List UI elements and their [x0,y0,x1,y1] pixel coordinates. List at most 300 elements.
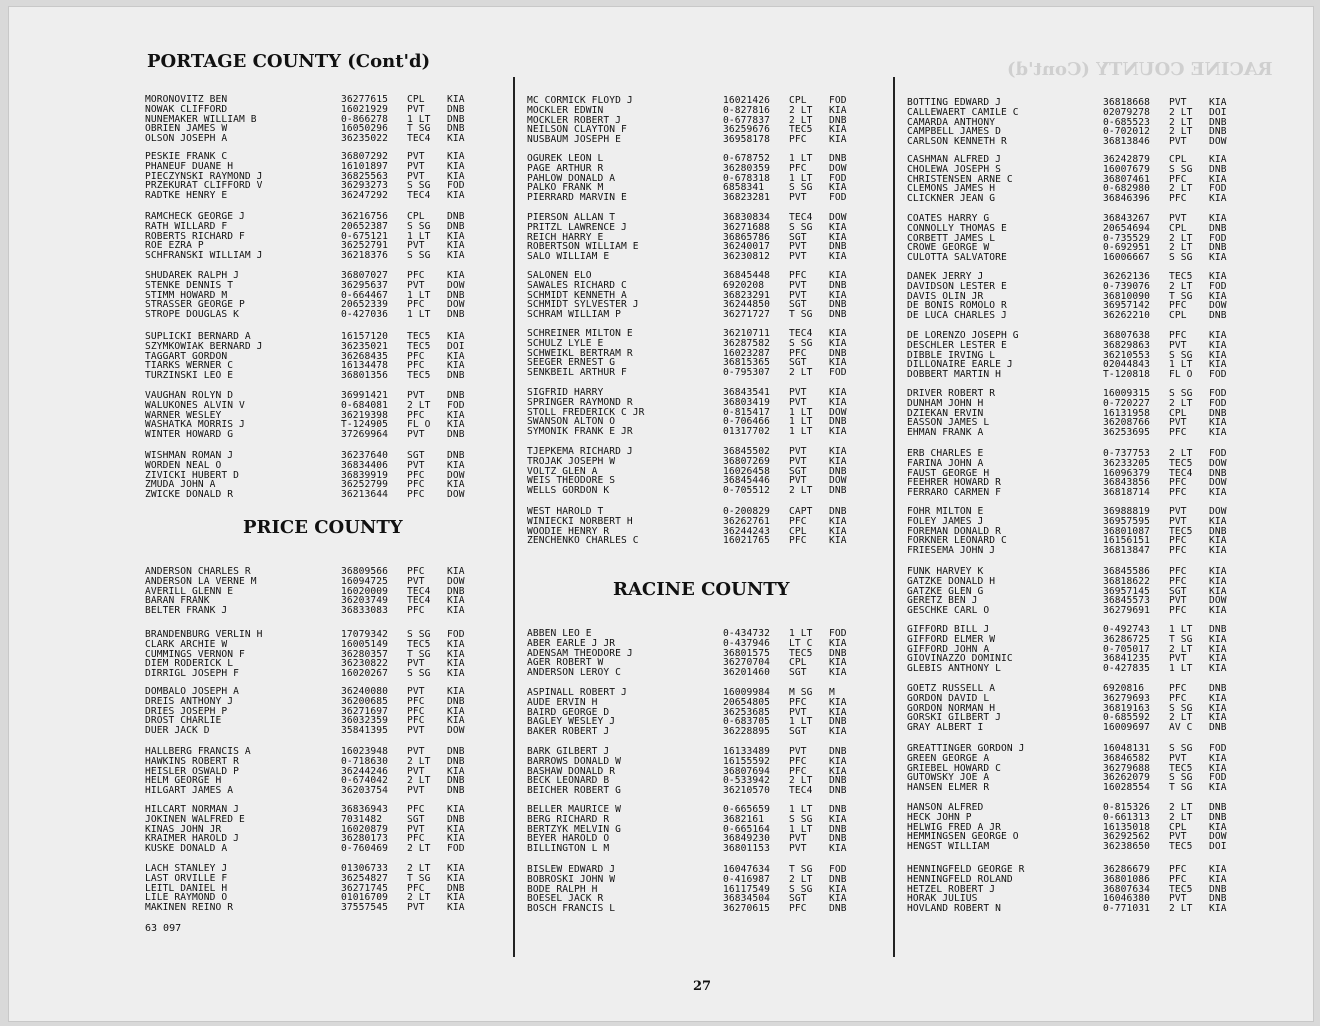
status-code: KIA [829,104,847,116]
status-code: KIA [829,357,847,369]
rank: PFC [407,469,425,481]
casualty-row [527,467,861,477]
rank: S SG [407,668,431,680]
serial-number: 36843856 [1103,477,1151,489]
serial-number: 36845586 [1103,566,1151,577]
casualty-row [145,191,479,201]
rank: TEC5 [1169,271,1193,282]
status-code: DNB [1209,722,1227,734]
serial-number: 36271745 [341,882,389,894]
status-code: KIA [447,250,465,262]
rank: 2 LT [789,873,813,885]
rank: 2 LT [1169,397,1193,409]
serial-number: 36865786 [723,231,771,243]
serial-number: 36830834 [723,212,771,223]
rank: 2 LT [1169,811,1193,823]
rank: PFC [407,804,425,815]
casualty-name: SCHMIDT SYLVESTER J [527,300,639,311]
rank: PVT [789,455,807,467]
serial-number: 0-682980 [1103,183,1151,195]
rank: 1 LT [789,823,813,835]
casualty-row [527,649,861,659]
serial-number: 0-665659 [723,804,771,815]
status-code: KIA [829,182,847,194]
status-code: KIA [829,455,847,467]
serial-number: 0-735529 [1103,232,1151,244]
status-code: KIA [447,240,465,252]
rank: 1 LT [407,289,431,301]
rank: TEC5 [1169,457,1193,469]
rank: TEC5 [789,124,813,136]
status-code: DNB [829,485,847,497]
casualty-row [527,242,861,252]
status-code: KIA [447,765,465,777]
status-code: DOW [829,162,847,174]
serial-number: 36230822 [341,658,389,670]
serial-number: 36807292 [341,151,389,162]
casualty-row [145,480,479,490]
casualty-name: CHRISTENSEN ARNE C [907,174,1013,185]
casualty-name: STIMM HOWARD M [145,290,228,301]
status-code: KIA [829,396,847,408]
casualty-row [907,596,1241,606]
rank: PFC [1169,566,1187,577]
status-code: DNB [447,755,465,767]
status-code: DNB [447,775,465,787]
serial-number: 0-692951 [1103,242,1151,254]
status-code: DOW [1209,136,1227,148]
casualty-name: BASHAW DONALD R [527,766,616,777]
status-code: KIA [1209,213,1227,224]
status-code: KIA [829,843,847,855]
status-code: KIA [1209,702,1227,714]
rank: 1 LT [789,172,813,184]
serial-number: 36270615 [723,903,771,915]
casualty-name: HAWKINS ROBERT R [145,756,240,767]
status-code: KIA [1209,782,1227,794]
casualty-name: CASHMAN ALFRED J [907,155,1002,165]
document-page [8,6,1314,1022]
status-code: KIA [447,94,465,105]
serial-number: 36286679 [1103,864,1151,875]
rank: CPL [1169,154,1187,165]
serial-number: 36801086 [1103,873,1151,885]
serial-number: 16006667 [1103,252,1151,264]
casualty-name: TROJAK JOSEPH W [527,456,616,467]
casualty-row [907,331,1241,341]
status-code: KIA [829,726,847,738]
serial-number: 36801153 [723,843,771,855]
status-code: DNB [829,647,847,659]
serial-number: 02079278 [1103,106,1151,118]
casualty-name: BAIRD GEORGE D [527,707,610,718]
casualty-name: SUPLICKI BERNARD A [145,332,251,342]
casualty-row [145,271,479,281]
rank: SGT [407,450,425,461]
casualty-name: DESCHLER LESTER E [907,340,1007,351]
casualty-name: EASSON JAMES L [907,418,990,429]
status-code: DNB [447,113,465,125]
serial-number: 36201460 [723,667,771,679]
serial-number: 36277615 [341,94,389,105]
casualty-row [907,527,1241,537]
casualty-group [527,747,861,796]
column-divider [513,77,515,957]
serial-number: 0-760469 [341,843,389,855]
serial-number: 36262761 [723,515,771,527]
serial-number: 36253695 [1103,427,1151,439]
serial-number: 36845446 [723,475,771,487]
rank: PVT [789,446,807,457]
casualty-row [145,461,479,471]
rank: CPL [1169,407,1187,419]
serial-number: 36203749 [341,595,389,607]
serial-number: 0-437946 [723,637,771,649]
serial-number: 6920816 [1103,683,1145,694]
rank: LT C [789,637,813,649]
bleed-through-title: RACINE COUNTY (Cont'd) [1007,59,1273,80]
rank: SGT [789,465,807,477]
status-code: M [829,687,835,698]
casualty-group [145,687,479,736]
rank: 1 LT [789,426,813,438]
status-code: KIA [829,637,847,649]
casualty-name: CORBETT JAMES L [907,233,996,244]
casualty-name: WEST HAROLD T [527,507,604,517]
status-code: DOI [1209,106,1227,118]
status-code: DNB [829,465,847,477]
rank: S SG [1169,388,1193,399]
rank: FL O [1169,369,1193,381]
casualty-row [145,95,479,105]
casualty-name: DILLONAIRE EARLE J [907,360,1013,371]
casualty-row [907,428,1241,438]
casualty-row [145,697,479,707]
casualty-name: WISHMAN ROMAN J [145,451,234,461]
status-code: KIA [447,595,465,607]
rank: PVT [1169,752,1187,764]
casualty-name: GATZKE GLEN G [907,586,984,597]
rank: PVT [1169,831,1187,843]
casualty-name: HENNINGFELD GEORGE R [907,865,1025,875]
serial-number: 37269964 [341,429,389,441]
casualty-row [145,757,479,767]
casualty-name: CLARK ARCHIE W [145,639,228,650]
status-code: KIA [447,605,465,617]
serial-number: 36252791 [341,240,389,252]
casualty-group [145,152,479,201]
status-code: KIA [1209,339,1227,351]
casualty-name: HORAK JULIUS [907,894,978,905]
casualty-name: BERTZYK MELVIN G [527,824,622,835]
status-code: KIA [447,360,465,372]
serial-number: 16101897 [341,160,389,172]
casualty-name: HILCART NORMAN J [145,805,240,815]
casualty-name: KRAIMER HAROLD J [145,834,240,845]
serial-number: 16046380 [1103,893,1151,905]
serial-number: 16094725 [341,575,389,587]
serial-number: 37557545 [341,902,389,914]
rank: PVT [407,390,425,401]
serial-number: 16047634 [723,864,771,875]
casualty-row [907,577,1241,587]
casualty-name: GORDON DAVID L [907,693,990,704]
rank: 2 LT [1169,712,1193,724]
casualty-row [145,805,479,815]
serial-number: 20652387 [341,220,389,232]
status-code: DNB [829,716,847,728]
serial-number: 0-827816 [723,104,771,116]
serial-number: 16005149 [341,638,389,650]
serial-number: 36262210 [1103,310,1151,322]
status-code: DNB [447,309,465,321]
serial-number: 16050296 [341,123,389,135]
serial-number: 36254827 [341,872,389,884]
casualty-name: PAGE ARTHUR R [527,163,604,174]
casualty-row [527,183,861,193]
status-code: KIA [447,668,465,680]
casualty-row [527,904,861,914]
casualty-name: ROBERTS RICHARD F [145,231,245,242]
serial-number: 0-683705 [723,716,771,728]
status-code: DOW [447,279,465,291]
status-code: KIA [1209,535,1227,547]
casualty-name: GESCHKE CARL O [907,606,990,616]
casualty-row [145,342,479,352]
status-code: KIA [1209,712,1227,724]
casualty-group [907,389,1241,438]
casualty-name: WASHATKA MORRIS J [145,420,245,431]
status-code: DNB [829,746,847,757]
casualty-row [145,352,479,362]
rank: 2 LT [407,399,431,411]
rank: 2 LT [1169,242,1193,254]
status-code: KIA [1209,359,1227,371]
serial-number: 36240080 [341,686,389,697]
column-divider [893,77,895,957]
casualty-row [145,251,479,261]
rank: PFC [1169,864,1187,875]
rank: PVT [789,843,807,855]
serial-number: 36295637 [341,279,389,291]
rank: TEC5 [407,331,431,342]
rank: PVT [1169,339,1187,351]
casualty-name: BERG RICHARD R [527,814,610,825]
casualty-name: HALLBERG FRANCIS A [145,747,251,757]
casualty-group [527,96,861,145]
status-code: KIA [1209,821,1227,833]
casualty-row [145,893,479,903]
rank: 2 LT [407,843,431,855]
serial-number: 36259676 [723,124,771,136]
rank: TEC4 [407,190,431,202]
status-code: FOD [829,367,847,379]
rank: PFC [407,299,425,311]
rank: PVT [789,289,807,301]
serial-number: 36253685 [723,706,771,718]
casualty-name: MOCKLER ROBERT J [527,115,622,126]
rank: PVT [407,279,425,291]
casualty-name: PHANEUF DUANE H [145,161,234,172]
status-code: DNB [829,309,847,321]
casualty-row [145,687,479,697]
status-code: KIA [1209,271,1227,282]
rank: 2 LT [1169,448,1193,459]
serial-number: 0-427036 [341,309,389,321]
rank: PVT [407,658,425,670]
serial-number: 36213644 [341,489,389,501]
casualty-name: GRAY ALBERT I [907,723,984,733]
casualty-row [145,844,479,854]
casualty-name: BAGLEY WESLEY J [527,717,616,728]
status-code: KIA [829,667,847,679]
rank: PVT [407,575,425,587]
rank: PVT [1169,893,1187,905]
casualty-name: GLEBIS ANTHONY L [907,664,1002,674]
casualty-row [527,486,861,496]
status-code: KIA [447,160,465,172]
casualty-row [527,427,861,437]
status-code: KIA [1209,663,1227,675]
serial-number: 36228895 [723,726,771,738]
status-code: KIA [447,902,465,914]
status-code: FOD [1209,448,1227,459]
serial-number: 36807694 [723,765,771,777]
rank: PVT [1169,595,1187,607]
casualty-name: HECK JOHN P [907,812,972,823]
casualty-name: OGUREK LEON L [527,154,604,164]
casualty-name: BRANDENBURG VERLIN H [145,630,263,640]
rank: S SG [1169,702,1193,714]
status-code: KIA [1209,515,1227,527]
casualty-name: NEILSON CLAYTON F [527,125,627,136]
status-code: KIA [447,230,465,242]
status-code: DNB [447,746,465,757]
casualty-group [527,329,861,378]
status-code: KIA [1209,643,1227,655]
casualty-name: SIGFRID HARRY [527,388,604,398]
casualty-group [527,388,861,437]
casualty-name: STRASSER GEORGE P [145,300,245,311]
status-code: KIA [1209,692,1227,704]
status-code: KIA [447,133,465,145]
rank: 1 LT [789,628,813,639]
casualty-group [145,451,479,500]
serial-number: 36841235 [1103,653,1151,665]
status-code: KIA [829,813,847,825]
rank: S SG [789,182,813,194]
casualty-name: BEICHER ROBERT G [527,786,622,796]
status-code: KIA [1209,545,1227,557]
rank: PFC [1169,683,1187,694]
rank: TEC4 [789,212,813,223]
status-code: DNB [447,390,465,401]
serial-number: 36807638 [1103,330,1151,341]
casualty-row [145,451,479,461]
casualty-name: SCHWEIKL BERTRAM R [527,348,633,359]
casualty-row [907,478,1241,488]
casualty-group [145,630,479,679]
casualty-name: DE LUCA CHARLES J [907,311,1007,321]
status-code: KIA [1209,154,1227,165]
casualty-row [527,252,861,262]
casualty-name: HENGST WILLIAM [907,842,990,852]
status-code: KIA [829,657,847,669]
casualty-name: AUDE ERVIN H [527,697,598,708]
serial-number: 36286725 [1103,633,1151,645]
status-code: FOD [829,95,847,106]
status-code: KIA [829,289,847,301]
serial-number: 0-702012 [1103,126,1151,138]
serial-number: 36957142 [1103,300,1151,312]
casualty-row [527,786,861,796]
status-code: KIA [829,387,847,398]
casualty-name: GATZKE DONALD H [907,576,996,587]
casualty-row [907,865,1241,875]
status-code: KIA [1209,487,1227,499]
serial-number: 0-737753 [1103,448,1151,459]
casualty-row [907,606,1241,616]
rank: PVT [407,686,425,697]
serial-number: 36210553 [1103,349,1151,361]
rank: 2 LT [407,775,431,787]
casualty-row [145,420,479,430]
casualty-name: WOODIE HENRY R [527,526,610,537]
casualty-name: GORSKI GILBERT J [907,713,1002,724]
casualty-row [145,815,479,825]
rank: PFC [789,347,807,359]
rank: PFC [789,696,807,708]
casualty-row [907,469,1241,479]
rank: 2 LT [1169,232,1193,244]
casualty-name: DANEK JERRY J [907,272,984,282]
serial-number: 36235021 [341,340,389,352]
serial-number: 36957145 [1103,585,1151,597]
status-code: KIA [447,350,465,362]
casualty-name: CONNOLLY THOMAS E [907,223,1007,234]
serial-number: 36271697 [341,705,389,717]
rank: PFC [789,755,807,767]
status-code: DOW [1209,831,1227,843]
serial-number: 36807027 [341,270,389,281]
casualty-name: PIERRARD MARVIN E [527,193,627,203]
status-code: DNB [829,903,847,915]
casualty-row [145,726,479,736]
casualty-row [907,684,1241,694]
rank: TEC5 [1169,762,1193,774]
casualty-row [907,399,1241,409]
casualty-row [907,409,1241,419]
casualty-name: ANDERSON LEROY C [527,668,622,678]
serial-number: 0-705512 [723,485,771,497]
casualty-row [527,233,861,243]
serial-number: 36846582 [1103,752,1151,764]
casualty-group [527,213,861,262]
casualty-name: PRITZL LAWRENCE J [527,222,627,233]
status-code: DNB [447,123,465,135]
rank: PFC [789,535,807,547]
casualty-group [907,98,1241,147]
serial-number: 16026458 [723,465,771,477]
serial-number: 16021929 [341,103,389,115]
rank: PVT [789,833,807,845]
serial-number: 36252799 [341,479,389,491]
serial-number: T-120818 [1103,369,1151,381]
rank: TEC4 [407,595,431,607]
casualty-name: ANDERSON CHARLES R [145,567,251,577]
casualty-name: SALONEN ELO [527,271,592,281]
casualty-name: ROBERTSON WILLIAM E [527,242,639,253]
